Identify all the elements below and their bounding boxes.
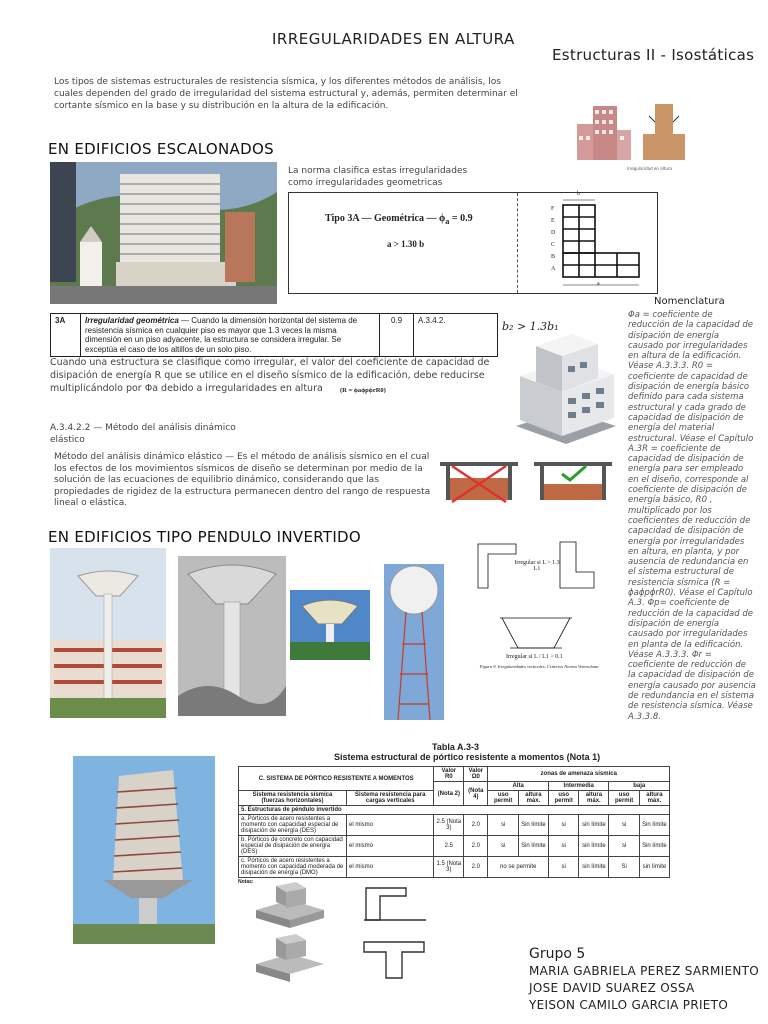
table-header-row: [239, 767, 670, 782]
page-subtitle: Estructuras II - Isostáticas: [552, 46, 755, 64]
col-uso: uso permit: [548, 791, 578, 806]
method-title: A.3.4.2.2 — Método del análisis dinámico elástico: [50, 423, 236, 445]
grid-label-b: b: [577, 191, 580, 197]
criteria-figure: [460, 538, 610, 680]
grid-label-a: a: [597, 281, 600, 287]
omega-label: Ω0: [471, 774, 480, 780]
water-tower-photo-1: [50, 548, 166, 718]
row-altura-int: sin límite: [579, 815, 609, 836]
col-altura: altura máx.: [518, 791, 548, 806]
tipo-label: [325, 213, 473, 226]
row-cargas: el mismo: [347, 815, 434, 836]
table-row: [239, 815, 670, 836]
col-sys-cargas: Sistema resistencia para cargas verticales: [347, 791, 434, 806]
nomenclatura-heading: Nomenclatura: [654, 296, 725, 307]
col-altura: altura máx.: [579, 791, 609, 806]
method-text: Método del análisis dinámico elástico — Es el método de análisis sísmico en el cual los efectos de los movimientos sísmicos de diseño se determinan por medio de la solución de las ecuaciones de equilibrio dinámico, considerando que las propiedades de rigidez de la estructura permanecen dentro del rango de respuesta lineal o elástica.: [54, 452, 431, 508]
row-uso-alta: si: [488, 836, 518, 857]
table-section-label: 5. Estructuras de péndulo invertido: [239, 806, 670, 815]
row-omega: 2.0: [464, 857, 488, 878]
grid-letter: C: [551, 242, 556, 248]
row-uso-baja: si: [609, 815, 639, 836]
row-r0: 1.5 (Nota 3): [434, 857, 464, 878]
table-section-row: [239, 806, 670, 815]
step-grid: [551, 191, 651, 291]
row-uso-alta: no se permite: [488, 857, 548, 878]
col-zonas: zonas de amenaza sísmica: [488, 767, 670, 782]
row-uso-baja: si: [609, 836, 639, 857]
water-tower-photo-3: [290, 590, 370, 660]
row-system: a. Pórticos de acero resistentes a momento con capacidad especial de disipación de energía (DES): [239, 815, 347, 836]
grid-letter: D: [551, 230, 556, 236]
row-altura-alta: Sin límite: [518, 815, 548, 836]
irr-code: 3A: [51, 314, 81, 357]
criteria-text-2: Irregular si L / L1 > 0.1: [506, 654, 563, 660]
isometric-building: [502, 316, 626, 448]
table-row: [239, 857, 670, 878]
irr-ref: A.3.4.2.: [414, 314, 498, 357]
row-altura-baja: sin límite: [639, 857, 669, 878]
row-altura-baja: Sin límite: [639, 815, 669, 836]
water-tower-photo-2: [178, 556, 286, 716]
frame-wrong-icon: [438, 460, 520, 504]
grid-letter: A: [551, 266, 556, 272]
criteria-text-1: Irregular si L > 1.3 L1: [514, 560, 560, 572]
grid-letter: F: [551, 206, 555, 212]
valor-label: Valor: [441, 768, 457, 774]
row-system: b. Pórticos de concreto con capacidad especial de disipación de energía (DES): [239, 836, 347, 857]
tipo-condition: a > 1.30 b: [387, 239, 425, 249]
row-uso-alta: si: [488, 815, 518, 836]
zona-baja: baja: [609, 782, 670, 791]
pendulum-building-photo: [73, 756, 215, 944]
row-system: c. Pórticos de acero resistentes a momento con capacidad moderada de disipación de energía (DMO): [239, 857, 347, 878]
row-altura-alta: Sin límite: [518, 836, 548, 857]
criteria-caption: Figura 9. Irregularidades verticales. Criterios Norma Venezolana: [479, 664, 599, 669]
section-heading-escalonados: EN EDIFICIOS ESCALONADOS: [48, 140, 274, 158]
grid-letter: E: [551, 218, 555, 224]
grid-letters: [551, 203, 555, 275]
b-inequality: b₂ > 1.3b₁: [502, 320, 559, 333]
tipo-value: = 0.9: [451, 213, 473, 224]
water-tower-photo-4: [384, 564, 444, 720]
illustration-caption: Irregularidad en altura: [627, 166, 672, 171]
nomenclatura-text: Φa = coeficiente de reducción de la capacidad de disipación de energía causado por irregularidades en altura de la edificación. Véase A.3.3.3. R0 = coeficiente de capacidad de disipación de energía básico definido para cada sistema estructural y cada grado de capacidad de disipación de energía del material estructural. Véase el Capítulo A.3R = coeficiente de capacidad de disipación de energía para ser empleado en el diseño, corresponde al coeficiente de disipación de energía básico, R0 , multiplicado por los coeficientes de reducción de capacidad de disipación de energía por irregularidades en altura, en planta, y por ausencia de redundancia en el sistema estructural de resistencia sísmica (R = ϕaϕpϕrR0). Véase el Capítulo A.3. Φp= coeficiente de reducción de la capacidad de disipación de energía causado por irregularidades en planta de la edificación. Véase A.3.3.3. Φr = coeficiente de reducción de la capacidad de disipación de energía causado por ausencia de redundancia en el sistema de resistencia sísmica. Véase A.3.3.8.: [628, 310, 756, 722]
irr-name: Irregularidad geométrica: [85, 316, 179, 325]
irr-phi: 0.9: [380, 314, 414, 357]
table-row: [239, 836, 670, 857]
col-uso: uso permit: [488, 791, 518, 806]
row-uso-int: si: [548, 815, 578, 836]
tipo-label-text: Tipo 3A — Geométrica — ϕ: [325, 213, 446, 224]
row-altura-baja: Sin límite: [639, 836, 669, 857]
col-sys-res: Sistema resistencia sísmica (fuerzas horizontales): [239, 791, 347, 806]
row-altura-int: sin límite: [579, 836, 609, 857]
r0-label: R0: [444, 774, 453, 780]
irregularity-illustration: [565, 96, 687, 176]
table-title: Tabla A.3-3: [432, 742, 480, 752]
row-uso-int: si: [548, 857, 578, 878]
table-notes: Notas:: [238, 879, 254, 885]
irr-desc: — Cuando la dimensión horizontal del sistema de resistencia sísmica en cualquier piso es mayor que 1.3 veces la misma dimensión en un piso adyacente, la estructura se considera irregular. Se exceptúa el caso de los altillos de un solo piso.: [85, 316, 358, 354]
irr-description-cell: [81, 314, 380, 357]
row-omega: 2.0: [464, 815, 488, 836]
group-member: MARIA GABRIELA PEREZ SARMIENTO: [529, 964, 760, 978]
row-cargas: el mismo: [347, 836, 434, 857]
table-row: [51, 314, 498, 357]
nota2: (Nota 2): [434, 782, 464, 806]
capacity-paragraph: Cuando una estructura se clasifique como irregular, el valor del coeficiente de capacidad de disipación de energía R que se utilice en el diseño sísmico de la edificación, debe reducirse multiplicándolo por Φa debido a irregularidades en altura: [50, 357, 490, 394]
nota4: (Nota 4): [464, 782, 488, 806]
zona-alta: Alta: [488, 782, 548, 791]
section-heading-pendulo: EN EDIFICIOS TIPO PENDULO INVERTIDO: [48, 528, 361, 546]
col-valor-r0: [434, 767, 464, 782]
group-member: JOSE DAVID SUAREZ OSSA: [529, 981, 695, 995]
tipo-3a-figure: [288, 192, 658, 294]
col-uso: uso permit: [609, 791, 639, 806]
page-title: IRREGULARIDADES EN ALTURA: [272, 30, 515, 48]
group-member: YEISON CAMILO GARCIA PRIETO: [529, 998, 729, 1012]
grid-letter: B: [551, 254, 556, 260]
figure-divider: [517, 193, 518, 293]
r-formula: (R = ϕaϕpϕrR0): [340, 387, 386, 394]
row-altura-int: sin límite: [579, 857, 609, 878]
pendulum-shapes-3d: [250, 882, 330, 982]
row-cargas: el mismo: [347, 857, 434, 878]
zona-intermedia: Intermedia: [548, 782, 608, 791]
col-system: C. SISTEMA DE PÓRTICO RESISTENTE A MOMENTOS: [239, 767, 434, 791]
row-uso-baja: Si: [609, 857, 639, 878]
building-photo-escalonado: [50, 162, 277, 304]
tipo-label-sub: a: [445, 217, 450, 226]
row-r0: 2.5 (Nota 3): [434, 815, 464, 836]
row-r0: 2.5: [434, 836, 464, 857]
row-uso-int: si: [548, 836, 578, 857]
col-altura: altura máx.: [639, 791, 669, 806]
frame-correct-icon: [532, 460, 614, 504]
valor-label: Valor: [468, 768, 484, 774]
intro-paragraph: Los tipos de sistemas estructurales de resistencia sísmica, y los diferentes métodos de análisis, los cuales dependen del grado de irregularidad del sistema estructural y, además, permiten determinar el cortante sísmico en la base y su distribución en la altura de la edificación.: [54, 77, 518, 111]
irregularity-table: [50, 313, 498, 357]
norm-text: La norma clasifica estas irregularidades como irregularidades geometricas: [288, 166, 468, 188]
col-valor-omega: [464, 767, 488, 782]
system-table: [238, 766, 670, 885]
table-subtitle: Sistema estructural de pórtico resistente a momentos (Nota 1): [334, 752, 601, 762]
row-omega: 2.0: [464, 836, 488, 857]
group-label: Grupo 5: [529, 946, 586, 962]
pendulum-shapes-2d: [360, 882, 430, 982]
